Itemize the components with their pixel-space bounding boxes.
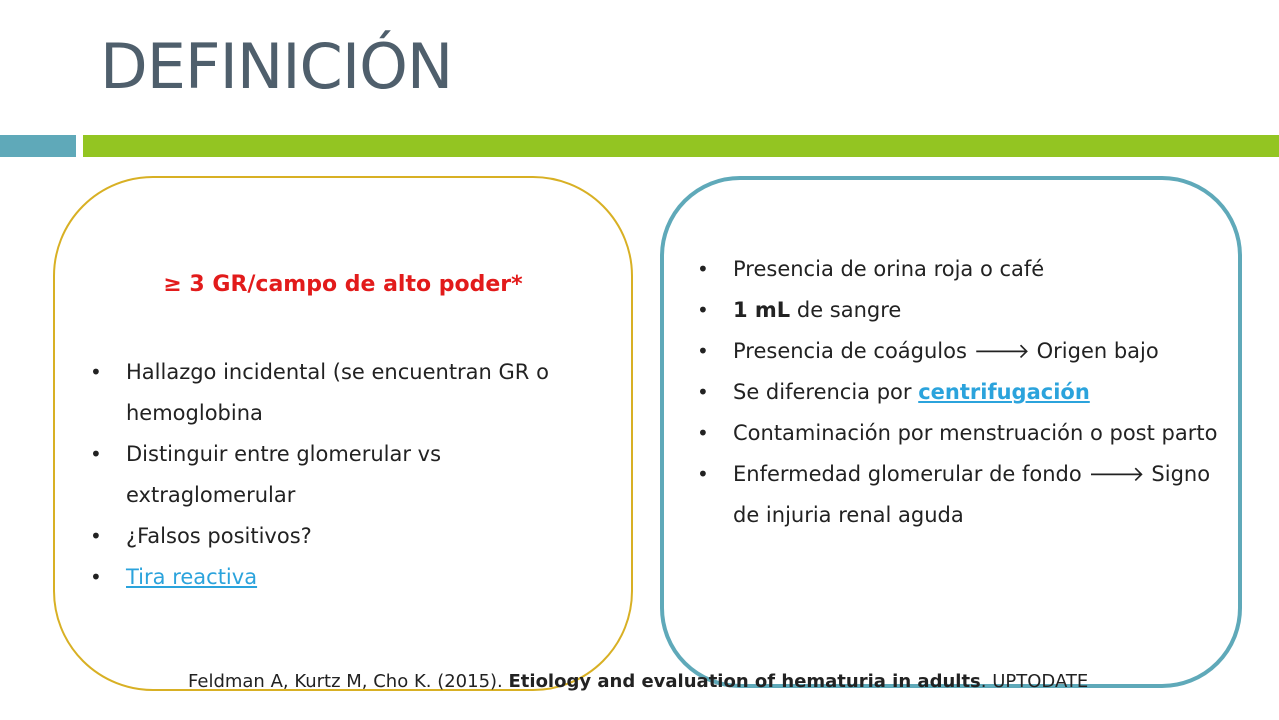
list-item [695, 372, 1225, 413]
tira-reactiva-link[interactable]: Tira reactiva [126, 565, 258, 589]
list-item-text: Se diferencia por [733, 380, 919, 404]
list-item-text: Enfermedad glomerular de fondo [733, 462, 1089, 486]
arrow-right-icon: 🡒 [1088, 462, 1145, 486]
list-item-text: de sangre [790, 298, 902, 322]
slide-title: DEFINICIÓN [100, 30, 453, 103]
list-item [88, 434, 616, 516]
list-item [88, 557, 616, 598]
arrow-right-icon: 🡒 [973, 339, 1030, 363]
list-item-text: ¿Falsos positivos? [126, 524, 312, 548]
list-item [695, 413, 1225, 454]
citation [188, 668, 1228, 696]
list-item [695, 454, 1225, 536]
list-item [695, 331, 1225, 372]
citation-suffix: . UPTODATE [980, 671, 1089, 692]
list-item-text: Hallazgo incidental (se encuentran GR o hemoglobina [126, 360, 549, 425]
centrifugacion-link[interactable]: centrifugación [918, 380, 1090, 404]
list-item-text: Origen bajo [1029, 339, 1159, 363]
list-item [88, 516, 616, 557]
list-item-text: Distinguir entre glomerular vs extraglomerular [126, 442, 442, 507]
list-item-text: Presencia de orina roja o café [733, 257, 1045, 281]
list-item-bold: 1 mL [733, 298, 791, 322]
list-item-text: Signo de injuria renal aguda [733, 462, 1211, 527]
list-item [695, 249, 1225, 290]
left-box-heading: ≥ 3 GR/campo de alto poder* [163, 272, 523, 297]
list-item [695, 290, 1225, 331]
citation-prefix: Feldman A, Kurtz M, Cho K. (2015). [188, 671, 509, 692]
accent-bar-green [83, 135, 1279, 157]
list-item [88, 352, 616, 434]
accent-bar-teal [0, 135, 76, 157]
list-item-text: Presencia de coágulos [733, 339, 974, 363]
right-bullet-list [695, 249, 1225, 536]
left-bullet-list [88, 352, 616, 598]
list-item-text: Contaminación por menstruación o post parto [733, 421, 1218, 445]
citation-title: Etiology and evaluation of hematuria in adults [508, 671, 981, 692]
